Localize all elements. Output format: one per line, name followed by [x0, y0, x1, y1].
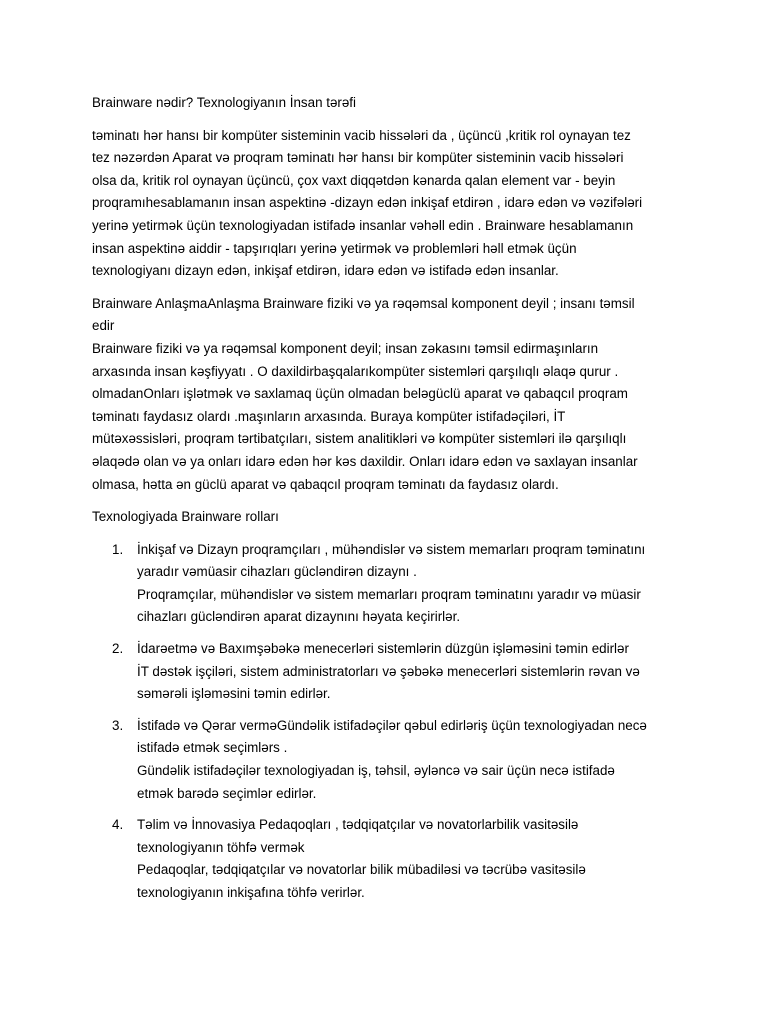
- roles-heading: Texnologiyada Brainware rolları: [92, 509, 279, 525]
- list-item-line: texnologiyanın töhfə vermək: [137, 839, 305, 855]
- list-item: [92, 539, 672, 629]
- list-item-line: Təlim və İnnovasiya Pedaqoqları , tədqiqatçılar və novatorlarbilik vasitəsilə: [137, 817, 579, 833]
- list-item-line: İstifadə və Qərar verməGündəlik istifadəçilər qəbul edirləriş üçün texnologiyadan necə: [137, 717, 647, 733]
- list-item-number: 2.: [112, 641, 124, 657]
- list-item: [92, 715, 672, 805]
- list-item-line: yaradır vəmüasir cihazları gücləndirən dizaynı .: [137, 564, 417, 580]
- concept-line: Brainware AnlaşmaAnlaşma Brainware fiziki və ya rəqəmsal komponent deyil ; insanı təmsil: [92, 295, 635, 311]
- list-item-line: istifadə etmək seçimlərs .: [137, 740, 288, 756]
- list-item-number: 1.: [112, 541, 124, 557]
- list-item-line: texnologiyanın inkişafına töhfə verirlər.: [137, 885, 365, 900]
- list-item-number: 4.: [112, 817, 124, 833]
- list-item-line: İnkişaf və Dizayn proqramçıları , mühəndislər və sistem memarları proqram təminatını: [137, 541, 646, 557]
- intro-line: təminatı hər hansı bir kompüter sisteminin vacib hissələri da , üçüncü ,kritik rol oynayan tez: [92, 127, 631, 143]
- document-title: Brainware nədir? Texnologiyanın İnsan tərəfi: [92, 95, 357, 110]
- concept-paragraph: [92, 293, 672, 496]
- concept-line: olmadanOnları işlətmək və saxlamaq üçün olmadan beləgüclü aparat və qabaqcıl proqram: [92, 386, 628, 402]
- concept-line: mütəxəssisləri, proqram tərtibatçıları, sistem analitikləri və kompüter sistemləri ilə qarşılıqlı: [92, 431, 627, 447]
- list-item-line: Pedaqoqlar, tədqiqatçılar və novatorlar bilik mübadiləsi və təcrübə vasitəsilə: [137, 862, 586, 878]
- intro-line: texnologiyanı dizayn edən, inkişaf etdirən, idarə edən və istifadə edən insanlar.: [92, 263, 559, 279]
- intro-line: olsa da, kritik rol oynayan üçüncü, çox vaxt diqqətdən kənarda qalan element var - beyin: [92, 172, 616, 188]
- concept-line: əlaqədə olan və ya onları idarə edən hər kəs daxildir. Onları idarə edən və saxlayan insanlar: [92, 453, 638, 469]
- list-item-line: İT dəstək işçiləri, sistem administratorları və şəbəkə menecerləri sistemlərin rəvan və: [137, 663, 640, 679]
- concept-line: Brainware fiziki və ya rəqəmsal komponent deyil; insan zəkasını təmsil edirmaşınların: [92, 340, 599, 356]
- list-item-line: Gündəlik istifadəçilər texnologiyadan iş, təhsil, əyləncə və sair üçün necə istifadə: [137, 763, 615, 779]
- list-item-number: 3.: [112, 717, 124, 733]
- concept-line: təminatı faydasız olardı .maşınların arxasında. Buraya kompüter istifadəçiləri, İT: [92, 408, 566, 424]
- list-item-line: etmək barədə seçimlər edirlər.: [137, 785, 317, 801]
- concept-line: arxasında insan kəşfiyyatı . O daxildirbaşqalarıkompüter sistemləri qarşılıqlı əlaqə qurur .: [92, 363, 619, 379]
- document-body: [92, 92, 672, 914]
- intro-line: insan aspektinə aiddir - tapşırıqları yerinə yetirmək və problemləri həll etmək üçün: [92, 240, 577, 256]
- intro-paragraph: [92, 125, 672, 283]
- roles-list: [92, 539, 672, 905]
- concept-line: olmasa, hətta ən güclü aparat və qabaqcıl proqram təminatı da faydasız olardı.: [92, 476, 559, 492]
- list-item-line: Proqramçılar, mühəndislər və sistem memarları proqram təminatını yaradır və müasir: [137, 586, 641, 602]
- list-item: [92, 638, 672, 706]
- intro-line: yerinə yetirmək üçün texnologiyadan istifadə insanlar vəhəll edin . Brainware hesablamanın: [92, 217, 634, 233]
- intro-line: tez nəzərdən Aparat və proqram təminatı hər hansı bir kompüter sisteminin vacib hissələri: [92, 150, 624, 166]
- concept-line: edir: [92, 318, 115, 334]
- list-item-line: cihazları gücləndirən aparat dizaynını həyata keçirirlər.: [137, 609, 461, 625]
- list-item-line: səmərəli işləməsini təmin edirlər.: [137, 686, 331, 702]
- list-item-line: İdarəetmə və Baxımşəbəkə menecerləri sistemlərin düzgün işləməsini təmin edirlər: [137, 641, 629, 657]
- list-item: [92, 814, 672, 904]
- intro-line: proqramıhesablamanın insan aspektinə -dizayn edən inkişaf etdirən , idarə edən və vəzifələri: [92, 195, 643, 211]
